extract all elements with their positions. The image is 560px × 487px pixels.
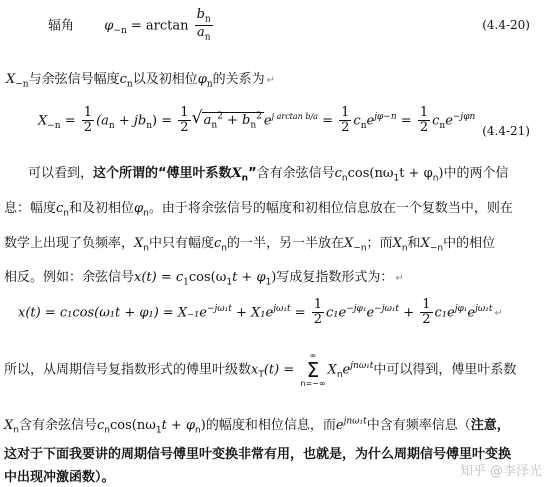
p4-cos: cos(ω — [188, 270, 227, 285]
paragraph-line-2 — [4, 197, 560, 219]
term-an: (a — [96, 113, 109, 129]
p4-b: 写成复指数形式为： — [276, 270, 394, 285]
phin-sub: n — [206, 79, 213, 90]
rad-a: a — [203, 112, 212, 128]
p1-cos-sub: 1 — [393, 173, 400, 184]
xt-t2s: jφ₁ — [454, 303, 468, 314]
return-mark-3: ↵ — [494, 308, 503, 320]
p3-xn2: X — [392, 236, 402, 251]
p2-a: 息：幅度 — [4, 201, 57, 216]
sum-top: ∞ — [309, 351, 317, 360]
xt-t1s: −jφ₁ — [346, 303, 367, 314]
term-jbn: + jb — [114, 113, 147, 129]
xt-e2: jω₁t — [273, 303, 291, 314]
p3-cn-sub: n — [221, 243, 228, 254]
xt-e1: −jω₁t — [206, 303, 232, 314]
p6-xn: X — [4, 418, 14, 433]
return-mark-2: ↵ — [395, 273, 404, 284]
sqrt-expression: √ $a_n^2 + b_n^2$ — [193, 111, 264, 130]
p6-cos: cos(nω — [110, 418, 156, 433]
xt-h2: 1 — [422, 297, 431, 312]
p3-xmn2-sub: −n — [429, 243, 444, 254]
xt-h2d: 2 — [422, 312, 431, 328]
p3-d: ；而 — [366, 236, 393, 251]
p3-xmn: X — [344, 236, 354, 251]
p1-e: 含有余弦信号 — [256, 166, 335, 181]
p6-j: 注意， — [470, 418, 510, 433]
cn-sub: n — [126, 79, 133, 90]
p2-phi-sub: n — [143, 208, 149, 219]
rhs1-e: e — [366, 113, 375, 129]
half3-den: 2 — [341, 120, 350, 136]
p2-phi: φ — [134, 201, 144, 216]
p1-xn-sub: n — [241, 173, 249, 184]
eq21-lhs: X — [38, 113, 48, 129]
eq21-equals-3: = — [322, 113, 333, 129]
p1-close: ) — [438, 166, 444, 181]
p6-phi-sub: n — [195, 425, 201, 436]
term-jbn-sub: n — [146, 120, 153, 131]
xt-t1: c₁e — [326, 305, 347, 321]
p6-cn: c — [97, 418, 105, 433]
xt-t2b: e — [467, 305, 476, 321]
xt-lhs: x(t) = c₁cos(ω₁t + φ₁) = X₋₁e — [18, 305, 207, 321]
p3-b: 中只有幅度 — [149, 236, 215, 251]
relation-line — [6, 68, 560, 90]
p3-c: 的一半，另一半放在 — [227, 236, 345, 251]
p4-close: ) — [271, 270, 277, 285]
eq-number-4-4-20: (4.4-20) — [482, 18, 530, 32]
half4-den: 2 — [419, 120, 429, 136]
relation-text-1: 与余弦信号幅度 — [28, 72, 120, 87]
relation-text-2: 以及初相位 — [132, 72, 198, 87]
sum-operator: ∞ Σ n=−∞ — [300, 351, 326, 388]
term-close: ) — [152, 113, 158, 129]
p6-phi: t + φ — [161, 418, 196, 433]
xt-t1bs: −jω₁t — [374, 303, 400, 314]
p3-f: 中的相位 — [443, 236, 496, 251]
eq-number-4-4-21: (4.4-21) — [482, 124, 530, 138]
paragraph-line-6 — [4, 414, 560, 436]
frac-num-sub: n — [204, 14, 211, 25]
rhs2-sub: n — [439, 120, 446, 131]
p6-g: 的幅度和相位信息，而 — [205, 418, 336, 433]
arctan-fraction — [195, 8, 213, 44]
frac-den: a — [196, 25, 205, 41]
p1-a: 可以看到， — [28, 166, 94, 181]
p6-cn-sub: n — [104, 425, 110, 436]
p3-xmn-sub: −n — [353, 243, 367, 254]
p4-tphi: t + φ — [232, 270, 266, 285]
exp-arctan: j arctan b/a — [271, 111, 318, 121]
eq21-equals-2: = — [161, 113, 173, 129]
half4-num: 1 — [419, 105, 429, 120]
ps-a: 所以，从周期信号复指数形式的傅里叶级数 — [4, 362, 252, 378]
xt-half-1 — [312, 298, 324, 328]
phi-symbol: φ — [104, 18, 114, 34]
xt-eq2: = — [290, 305, 310, 321]
ps-d: 中可以得到，傅里叶系数 — [373, 362, 517, 378]
xt-t2: c₁e — [434, 305, 455, 321]
xn-symbol: X — [6, 72, 16, 87]
p1-cn-sub: n — [341, 173, 348, 184]
ps-x: x — [251, 362, 259, 378]
rhs2-e: e — [445, 113, 453, 129]
p4-a: 相反。例如：余弦信号 — [4, 270, 135, 285]
p6-i: 中含有频率信息（ — [366, 418, 471, 433]
rhs2-sup: −jφn — [452, 111, 476, 122]
p1-b: 这个所谓的“傅里叶系数 — [93, 166, 232, 181]
frac-den-sub: n — [204, 33, 211, 44]
p2-b: 和及初相位 — [69, 201, 135, 216]
half-fraction — [82, 106, 94, 136]
p6-e: e — [335, 418, 344, 433]
p3-xn2-sub: n — [401, 243, 408, 254]
p2-cn: c — [56, 201, 64, 216]
p6-e-sup: jnω₁t — [343, 416, 367, 427]
rhs1-c: c — [353, 113, 361, 129]
p4-xt: x(t) = c — [134, 270, 184, 285]
p3-a: 数学上出现了负频率， — [4, 236, 135, 251]
p3-xn-sub: n — [143, 243, 149, 254]
rad-b: + b — [222, 112, 251, 128]
paragraph-line-7: 这对于下面我要讲的周期信号傅里叶变换非常有用，也就是，为什么周期信号傅里叶变换 — [4, 447, 512, 462]
arctan-text: = arctan — [130, 18, 189, 34]
eq21-equals-4: = — [400, 113, 412, 129]
xt-h1d: 2 — [313, 312, 323, 328]
p1-xn: X — [231, 166, 242, 181]
p1-phi: t + φ — [399, 166, 433, 181]
p3-e: 和 — [407, 236, 421, 251]
rhs2-c: c — [432, 113, 440, 129]
half-num: 1 — [83, 105, 93, 120]
p1-phi-sub: n — [432, 173, 439, 184]
p6-close: ) — [200, 418, 206, 433]
half2-den: 2 — [180, 120, 189, 136]
xt-plus: + — [399, 305, 419, 321]
xt-t1b: e — [366, 305, 375, 321]
p1-quote: ” — [248, 166, 257, 181]
p6-b: 含有余弦信号 — [18, 418, 97, 433]
half-fraction-2 — [178, 106, 190, 136]
rhs1-sub: n — [360, 120, 367, 131]
p1-cn: c — [334, 166, 342, 181]
xt-h1: 1 — [313, 297, 323, 312]
paragraph-line-3 — [4, 232, 560, 254]
half2-num: 1 — [180, 105, 189, 120]
p3-cn: c — [214, 236, 222, 251]
eq21-equals: = — [64, 113, 76, 129]
half-den: 2 — [83, 120, 93, 136]
paragraph-sum-line — [4, 352, 560, 388]
equation-xt — [18, 298, 560, 328]
p3-xn: X — [134, 236, 144, 251]
p3-xmn2: X — [420, 236, 430, 251]
p6-cos-sub: 1 — [155, 425, 162, 436]
rhs1-sup: jφ−n — [374, 111, 397, 122]
sum-bot: n=−∞ — [300, 379, 326, 388]
ps-xn: X — [327, 362, 337, 378]
half-fraction-4 — [418, 106, 430, 136]
exp-e: e — [263, 113, 272, 129]
rad-b-sub: n — [250, 120, 257, 131]
p6-xn-sub: n — [13, 425, 19, 436]
relation-text-3: 的关系为 — [212, 72, 265, 87]
phi-subscript: −n — [113, 26, 127, 37]
xt-mid: + X₁e — [231, 305, 274, 321]
term-an-sub: n — [108, 120, 115, 131]
ps-e-sup: jnω₁t — [350, 361, 374, 372]
xt-t2bs: jω₁t — [475, 303, 493, 314]
ps-xn-sub: n — [336, 370, 343, 381]
cn-symbol: c — [119, 72, 127, 87]
watermark: 知乎 @李泽光 — [459, 464, 542, 479]
eq21-lhs-sub: −n — [47, 120, 61, 131]
rad-a-sub: n — [211, 120, 218, 131]
paragraph-line-4: 相反。例如：余弦信号$x(t) = c_1\cos(\omega_1t + \varphi_1)$写成复指数形式为： ↵ — [4, 270, 404, 288]
p2-cn-sub: n — [63, 208, 70, 219]
xn-sub: −n — [15, 79, 29, 90]
half3-num: 1 — [341, 105, 350, 120]
frac-num: b — [196, 7, 205, 22]
paragraph-line-8: 中出现冲激函数）。 — [4, 470, 115, 485]
p1-cos: cos(nω — [347, 166, 394, 181]
paragraph-line-1 — [28, 162, 560, 184]
p2-c: 。由于将余弦信号的幅度和初相位信息放在一个复数当中，则在 — [148, 201, 513, 216]
phin-symbol: φ — [197, 72, 207, 87]
p1-j: 中的两个信 — [443, 166, 509, 181]
argument-label: 辐角 — [48, 18, 75, 34]
ps-e: e — [342, 362, 351, 378]
ps-x-sub: T — [258, 370, 264, 381]
ps-t: (t) = — [263, 362, 295, 378]
return-mark: ↵ — [266, 75, 276, 86]
half-fraction-3 — [339, 106, 351, 136]
xt-half-2 — [420, 298, 432, 328]
